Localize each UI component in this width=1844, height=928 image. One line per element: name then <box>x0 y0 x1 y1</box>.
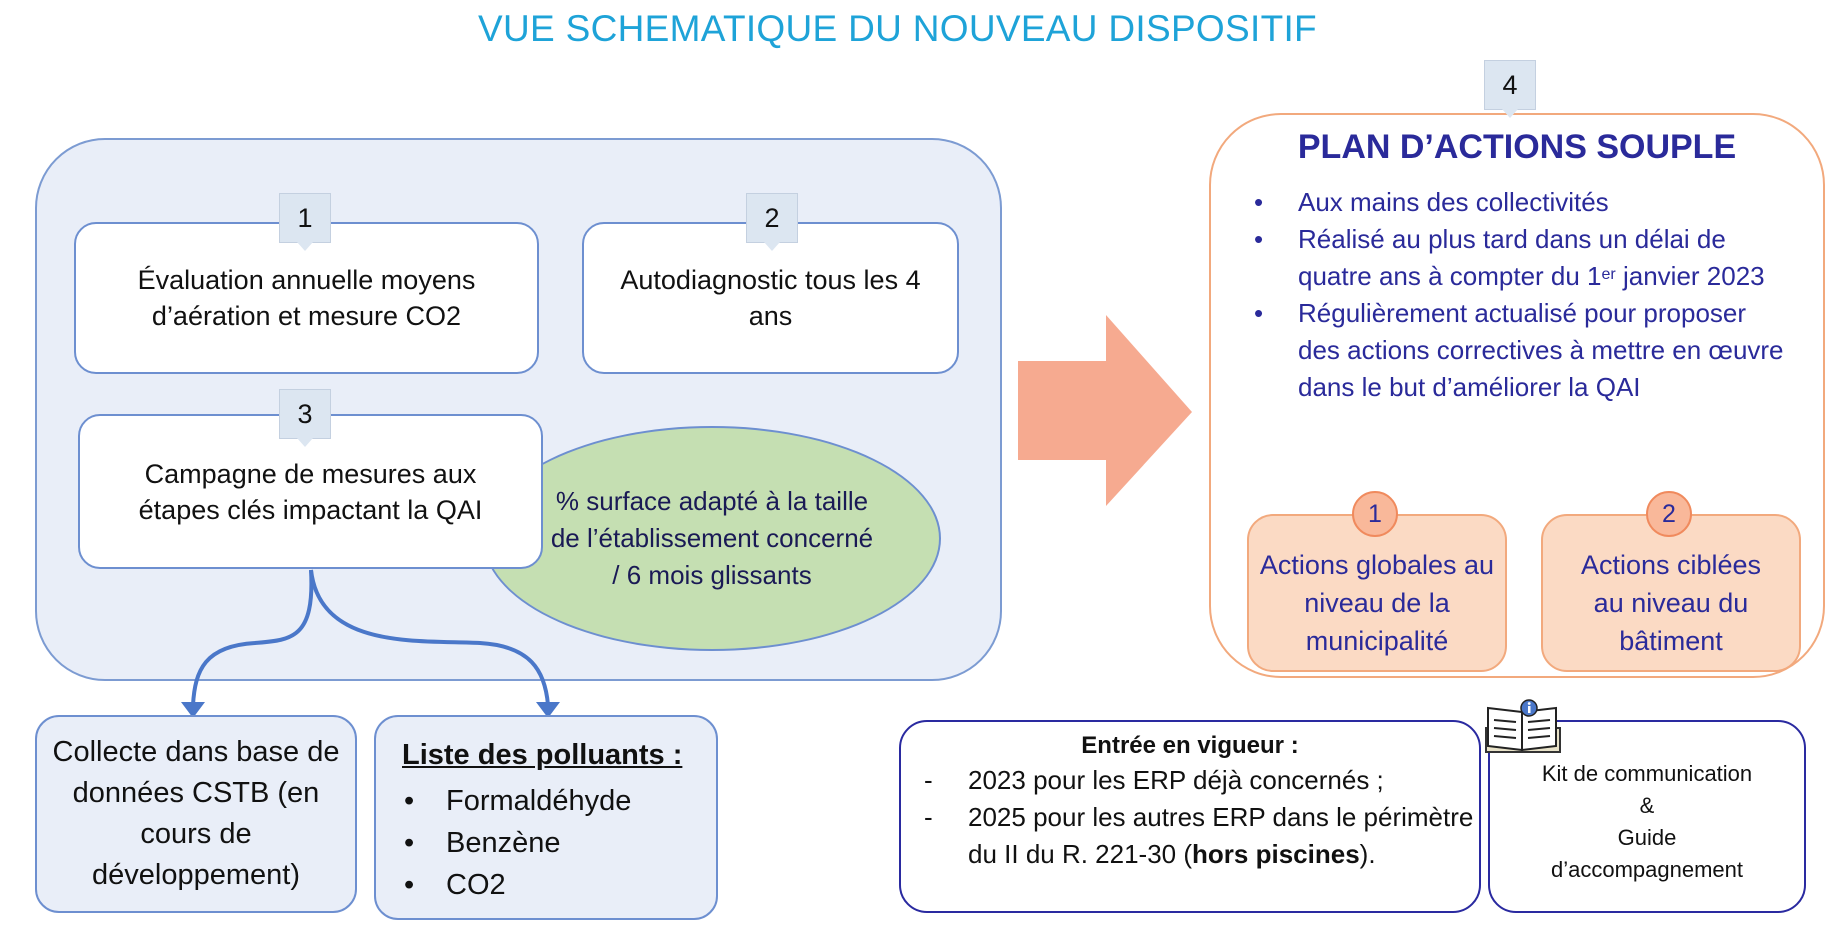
plan-title: PLAN D’ACTIONS SOUPLE <box>1297 128 1737 166</box>
step-3-text: Campagne de mesures aux étapes clés impactant la QAI <box>138 458 483 525</box>
polluant-item: • Benzène <box>404 822 716 864</box>
page-title: VUE SCHEMATIQUE DU NOUVEAU DISPOSITIF <box>478 8 1317 49</box>
step-2-number: 2 <box>764 202 780 233</box>
plan-bullets <box>1254 184 1794 406</box>
plan-bullet: • Régulièrement actualisé pour proposer des actions correctives à mettre en œuvre dans le but d’améliorer la QAI <box>1254 295 1794 406</box>
collecte-text: Collecte dans base de données CSTB (en cours de développement) <box>52 736 340 891</box>
connector-to-collecte <box>193 570 311 705</box>
connector-to-polluants <box>311 570 548 705</box>
polluants-box <box>374 715 718 920</box>
surface-note-text: % surface adapté à la taille de l’établissement concerné / 6 mois glissants <box>550 486 874 590</box>
action-1-box <box>1247 514 1507 672</box>
plan-bullet: • Réalisé au plus tard dans un délai de quatre ans à compter du 1er janvier 2023 <box>1254 221 1794 295</box>
kit-line-3: Guide d’accompagnement <box>1550 824 1743 882</box>
kit-line-2: & <box>1639 792 1655 818</box>
action-1-number-circle <box>1352 491 1398 537</box>
polluants-list <box>404 780 716 906</box>
right-arrow-icon <box>1018 315 1192 506</box>
action-2-number: 2 <box>1662 499 1676 528</box>
polluant-item: • Formaldéhyde <box>404 780 716 822</box>
entree-item: - 2023 pour les ERP déjà concernés ; <box>924 762 1474 799</box>
plan-bullet: • Aux mains des collectivités <box>1254 184 1794 221</box>
action-2-number-circle <box>1646 491 1692 537</box>
action-2-text: Actions ciblées au niveau du bâtiment <box>1580 550 1762 656</box>
polluant-item: • CO2 <box>404 864 716 906</box>
step-4-number-tag <box>1484 60 1536 110</box>
superscript-er: er <box>1601 266 1616 283</box>
entree-item: - 2025 pour les autres ERP dans le périmètre du II du R. 221-30 (hors piscines). <box>924 799 1474 873</box>
step-3-number: 3 <box>297 398 313 429</box>
action-1-text: Actions globales au niveau de la municipalité <box>1259 550 1495 656</box>
entree-list <box>924 762 1474 873</box>
polluants-header: Liste des polluants : <box>402 739 683 771</box>
step-2-text: Autodiagnostic tous les 4 ans <box>620 265 921 331</box>
step-1-number: 1 <box>297 202 313 233</box>
book-info-icon <box>1482 698 1564 756</box>
step-4-number: 4 <box>1502 69 1518 100</box>
step-1-text: Évaluation annuelle moyens d’aération et mesure CO2 <box>137 265 476 331</box>
action-1-number: 1 <box>1368 499 1382 528</box>
collecte-box <box>35 715 357 913</box>
action-2-box <box>1541 514 1801 672</box>
kit-line-1: Kit de communication <box>1541 760 1753 786</box>
entree-header: Entrée en vigueur : <box>1081 732 1299 759</box>
